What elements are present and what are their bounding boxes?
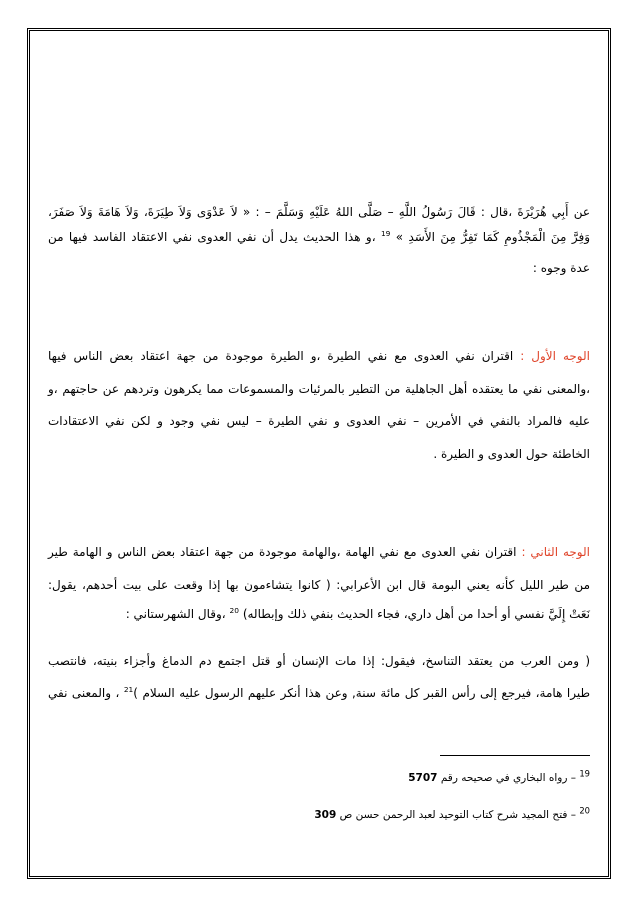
aspect1-line-4 [48,440,590,468]
footnote-ref-21[interactable]: 21 [123,685,134,694]
footnote-separator [440,755,590,756]
footnote-text: – فتح المجيد شرح كتاب التوحيد لعبد الرحمن حسن ص [339,809,576,821]
footnote-text: – رواه البخاري في صحيحه رقم [440,772,576,784]
footnote-19 [48,769,590,787]
body-text: من طير الليل كأنه يعني البومة قال ابن الأعرابي: ( كانوا يتشاءمون بها إذا وقعت على بيت أحدهم، يقول: [48,578,590,592]
hadith-line-2 [48,223,590,251]
body-text: عليه فالمراد بالنفي في الأمرين – نفي العدوى و نفي الطيرة – ليس نفي وجود و لكن نفي الاعتقادات [48,414,590,428]
hadith-line-1 [48,198,590,226]
body-text: طيرا هامة، فيرجع إلى رأس القبر كل مائة سنة, وعن هذا أنكر عليهم الرسول عليه السلام ) [133,686,590,700]
aspect2-heading: الوجه الثاني : [521,545,590,559]
body-text: ،وقال الشهرستاني : [125,607,226,621]
aspect1-line-1 [48,342,590,370]
body-text: الخاطئة حول العدوى و الطيرة . [433,447,590,461]
aspect2-line-3 [48,600,590,628]
body-text: نَعَتْ إِلَيَّ نفسي أو أحدا من أهل داري، فجاء الحديث بنفي ذلك وإبطاله) [242,607,590,621]
footnote-number: 5707 [408,772,438,784]
aspect2-line-1 [48,538,590,566]
aspect2-line-2 [48,571,590,599]
footnote-20 [48,806,590,824]
body-line [48,254,590,282]
footnote-marker: 20 [579,805,590,816]
aspect2-line-4 [48,647,590,675]
body-text: ( ومن العرب من يعتقد التناسخ، فيقول: إذا مات الإنسان أو قتل اجتمع دم الدماغ وأجزاء بنيته، فانتصب [48,654,590,668]
footnote-ref-20[interactable]: 20 [229,606,239,615]
aspect1-line-2 [48,375,590,403]
body-text: ،و هذا الحديث يدل أن نفي العدوى نفي الاعتقاد الفاسد فيها من [48,230,376,244]
hadith-text: وَفِرَّ مِنَ الْمَجْذُومِ كَمَا تَفِرُّ مِنَ الأَسَدِ » [395,230,590,244]
body-text: ،والمعنى نفي ما يعتقده أهل الجاهلية من التطير بالمرئيات والمسموعات مما يكرهون وتردهم عن حاجتهم ،و [48,382,590,396]
body-text: عدة وجوه : [532,261,590,275]
aspect2-line-5 [48,679,590,707]
footnote-number: 309 [314,809,337,821]
footnote-ref-19[interactable]: 19 [380,229,391,238]
footnote-marker: 19 [579,768,590,779]
body-text: اقتران نفي العدوى مع نفي الهامة ،والهامة موجودة من جهة اعتقاد بعض الناس و الهامة طير [48,545,517,559]
aspect1-line-3 [48,407,590,435]
aspect1-heading: الوجه الأول : [520,349,590,363]
hadith-text: عن أَبِي هُرَيْرَةَ ،قال : قَالَ رَسُولُ اللَّهِ – صَلَّى اللهُ عَلَيْهِ وَسَلَّمَ – : « لاَ عَدْوَى وَلاَ طِيَرَةَ، وَلاَ هَامَةَ وَلاَ صَفَرَ، [48,205,590,219]
body-text: ، والمعنى نفي [48,686,120,700]
body-text: اقتران نفي العدوى مع نفي الطيرة ،و الطيرة موجودة من جهة اعتقاد بعض الناس فيها [48,349,514,363]
